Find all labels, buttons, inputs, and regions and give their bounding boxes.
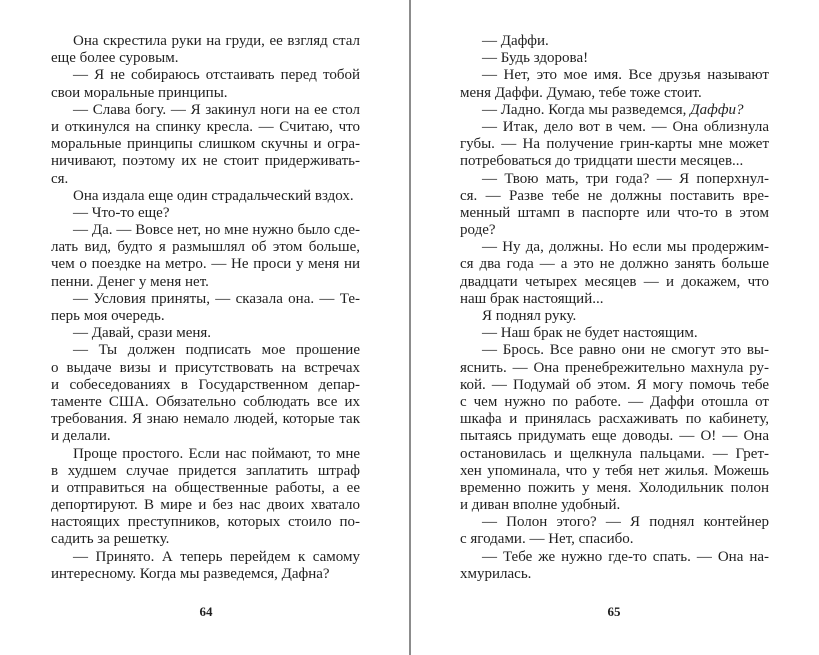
- text-line-content: — Наш брак не будет настоящим.: [482, 325, 698, 342]
- text-line-content: и делали.: [51, 428, 111, 445]
- text-line: [460, 480, 769, 497]
- text-line-content: остановилась и щелкнула пальцами. — Грет-: [460, 445, 769, 462]
- text-line-content: наш брак настоящий...: [460, 290, 604, 307]
- text-line-content: двадцати четырех месяцев — и докажем, что: [460, 273, 769, 290]
- text-line: [51, 377, 360, 394]
- text-line-content: потребоваться до тридцати шести месяцев...: [460, 153, 744, 170]
- text-line: [460, 50, 769, 67]
- text-line: [51, 50, 360, 67]
- text-line: [460, 360, 769, 377]
- text-line: [460, 119, 769, 136]
- text-line: [460, 171, 769, 188]
- text-line-content: ся.: [51, 170, 69, 187]
- text-line-content: свои моральные принципы.: [51, 84, 228, 101]
- text-line: [460, 222, 769, 239]
- text-line: [460, 256, 769, 273]
- text-line: [51, 205, 360, 222]
- text-line: [460, 33, 769, 50]
- text-line-content: Я поднял руку.: [482, 308, 577, 324]
- text-line: [460, 239, 769, 256]
- text-line-content: и откинулся на спинку кресла. — Считаю, что: [51, 118, 360, 135]
- text-line-content: пенни. Денег у меня нет.: [51, 273, 209, 290]
- text-line-content: менный штамп в паспорте или что-то в этом: [460, 204, 769, 221]
- text-line-content: — Брось. Все равно они не смогут это вы-: [482, 342, 769, 359]
- text-line-content: настоящих преступников, которых стоило по-: [51, 514, 360, 531]
- left-page-text: [51, 33, 360, 583]
- text-line: [51, 497, 360, 514]
- text-line: [460, 514, 769, 531]
- italic-name: Даффи?: [690, 101, 744, 118]
- text-line-content: роде?: [460, 222, 496, 239]
- text-line-content: таменте США. Обязательно соблюдать все их: [51, 393, 360, 410]
- text-line-content: с ягодами. — Нет, спасибо.: [460, 531, 634, 548]
- text-line-content: — Принято. А теперь перейдем к самому: [73, 548, 360, 565]
- text-line-content: о выдаче визы и присутствовать на встречах: [51, 359, 360, 376]
- text-line-content: лать вид, будто я размышлял об этом больше,: [51, 239, 360, 256]
- text-line: [51, 394, 360, 411]
- text-line: [51, 480, 360, 497]
- text-line-content: Проще простого. Если нас поймают, то мне: [73, 445, 360, 462]
- text-line: [51, 411, 360, 428]
- text-line: [51, 360, 360, 377]
- text-line-content: депортируют. В мире и без нас двоих хватало: [51, 497, 360, 514]
- text-line-content: ся. — Разве тебе не должны поставить вре-: [460, 187, 769, 204]
- text-line: [460, 205, 769, 222]
- text-line-content: и диван вполне удобный.: [460, 497, 621, 514]
- text-line-content: хмурилась.: [460, 565, 532, 582]
- text-line-content: садить за решетку.: [51, 531, 170, 548]
- page-number-left: 64: [199, 604, 213, 619]
- text-line: [460, 325, 769, 342]
- text-line: [51, 119, 360, 136]
- text-line-content: губы. — На получение грин-карты мне может: [460, 136, 769, 153]
- text-line: [51, 308, 360, 325]
- text-line: [51, 171, 360, 188]
- text-line-content: — Слава богу. — Я закинул ноги на ее стол: [73, 101, 360, 118]
- text-line-content: и собеседованиях в Государственном депар-: [51, 376, 360, 393]
- text-line: [460, 342, 769, 359]
- text-line: [51, 549, 360, 566]
- text-line-content: ничивают, поэтому их не стоит придерживать-: [51, 153, 360, 170]
- text-line: [51, 33, 360, 50]
- text-line-content: еще более суровым.: [51, 50, 179, 67]
- text-line-content: шкафа и принялась расхаживать по кабинету,: [460, 411, 769, 428]
- text-line-content: — Ну да, должны. Но если мы продержим-: [482, 239, 769, 256]
- text-line-content: — Ты должен подписать мое прошение: [73, 342, 360, 359]
- text-line: [51, 566, 360, 583]
- text-line-content: Она скрестила руки на груди, ее взгляд стал: [73, 33, 360, 49]
- text-line: [460, 446, 769, 463]
- text-line: [51, 446, 360, 463]
- text-line-content: временно пожить у меня. Холодильник полон: [460, 479, 769, 496]
- text-line-content: — Итак, дело вот в чем. — Она облизнула: [482, 118, 769, 135]
- text-line-content: перь моя очередь.: [51, 308, 165, 324]
- text-line-content: с чем нужно по работе. — Даффи отошла от: [460, 393, 769, 410]
- text-line: [460, 463, 769, 480]
- text-line: [51, 188, 360, 205]
- text-line-content: — Условия приняты, — сказала она. — Те-: [73, 290, 360, 307]
- text-line: [460, 102, 769, 119]
- text-line: [51, 531, 360, 548]
- text-line-content: — Твою мать, три года? — Я поперхнул-: [482, 170, 769, 187]
- text-line-content: моральные принципы слишком скучны и огра-: [51, 136, 360, 153]
- text-line: [460, 377, 769, 394]
- text-line-content: — Будь здорова!: [482, 50, 589, 67]
- text-line: [51, 463, 360, 480]
- text-line: [51, 274, 360, 291]
- text-line: [51, 136, 360, 153]
- text-line-content: — Тебе же нужно где-то спать. — Она на-: [482, 548, 769, 565]
- text-line-content: интересному. Когда мы разведемся, Дафна?: [51, 565, 330, 582]
- text-line: [460, 428, 769, 445]
- page-gutter-divider: [409, 0, 411, 655]
- right-page-text: [460, 33, 769, 583]
- text-line-content: ся два года — а это не должно занять больше: [460, 256, 769, 273]
- text-line: [51, 256, 360, 273]
- text-line-content: яснить. — Она пренебрежительно махнула ру-: [460, 359, 769, 376]
- text-line: [51, 153, 360, 170]
- text-line: [51, 342, 360, 359]
- text-line: [51, 514, 360, 531]
- text-line: [51, 85, 360, 102]
- text-line: [460, 67, 769, 84]
- text-line: [460, 153, 769, 170]
- text-line: [460, 566, 769, 583]
- text-line: [51, 239, 360, 256]
- text-line: [460, 411, 769, 428]
- text-line: [51, 67, 360, 84]
- text-line-content: пытаясь придумать еще доводы. — О! — Она: [460, 428, 769, 445]
- text-line-content: чем о поездке на метро. — Не проси у меня ни: [51, 256, 360, 273]
- text-line: [460, 85, 769, 102]
- text-line-content: — Давай, срази меня.: [73, 325, 212, 342]
- text-line-content: — Да. — Вовсе нет, но мне нужно было сде-: [73, 222, 360, 239]
- text-line: [51, 428, 360, 445]
- text-line: [460, 549, 769, 566]
- text-line-content: — Что-то еще?: [73, 204, 170, 221]
- text-line-content: — Я не собираюсь отстаивать перед тобой: [73, 67, 360, 84]
- text-line-content: — Даффи.: [482, 33, 549, 49]
- text-line: [460, 136, 769, 153]
- text-line: [51, 291, 360, 308]
- text-line: [460, 394, 769, 411]
- page-number-right: 65: [607, 604, 621, 619]
- text-line-content: требования. Я знаю немало людей, которые так: [51, 411, 360, 428]
- text-line-content: и отправиться на общественные работы, а ее: [51, 479, 360, 496]
- text-line-content: — Нет, это мое имя. Все друзья называют: [482, 67, 769, 84]
- text-line: [460, 308, 769, 325]
- text-line-content: меня Даффи. Думаю, тебе тоже стоит.: [460, 84, 702, 101]
- text-line-content: — Ладно. Когда мы разведемся,: [482, 101, 691, 118]
- text-line-content: Она издала еще один страдальческий вздох.: [73, 187, 354, 204]
- text-line-content: в худшем случае придется заплатить штраф: [51, 462, 360, 479]
- text-line: [460, 274, 769, 291]
- text-line: [460, 291, 769, 308]
- text-line-content: — Полон этого? — Я поднял контейнер: [482, 514, 769, 531]
- text-line: [51, 325, 360, 342]
- text-line-content: кой. — Подумай об этом. Я могу помочь тебе: [460, 376, 769, 393]
- text-line-content: хен упоминала, что у тебя нет жилья. Можешь: [460, 462, 769, 479]
- text-line: [460, 531, 769, 548]
- text-line: [51, 222, 360, 239]
- text-line: [51, 102, 360, 119]
- text-line: [460, 497, 769, 514]
- text-line: [460, 188, 769, 205]
